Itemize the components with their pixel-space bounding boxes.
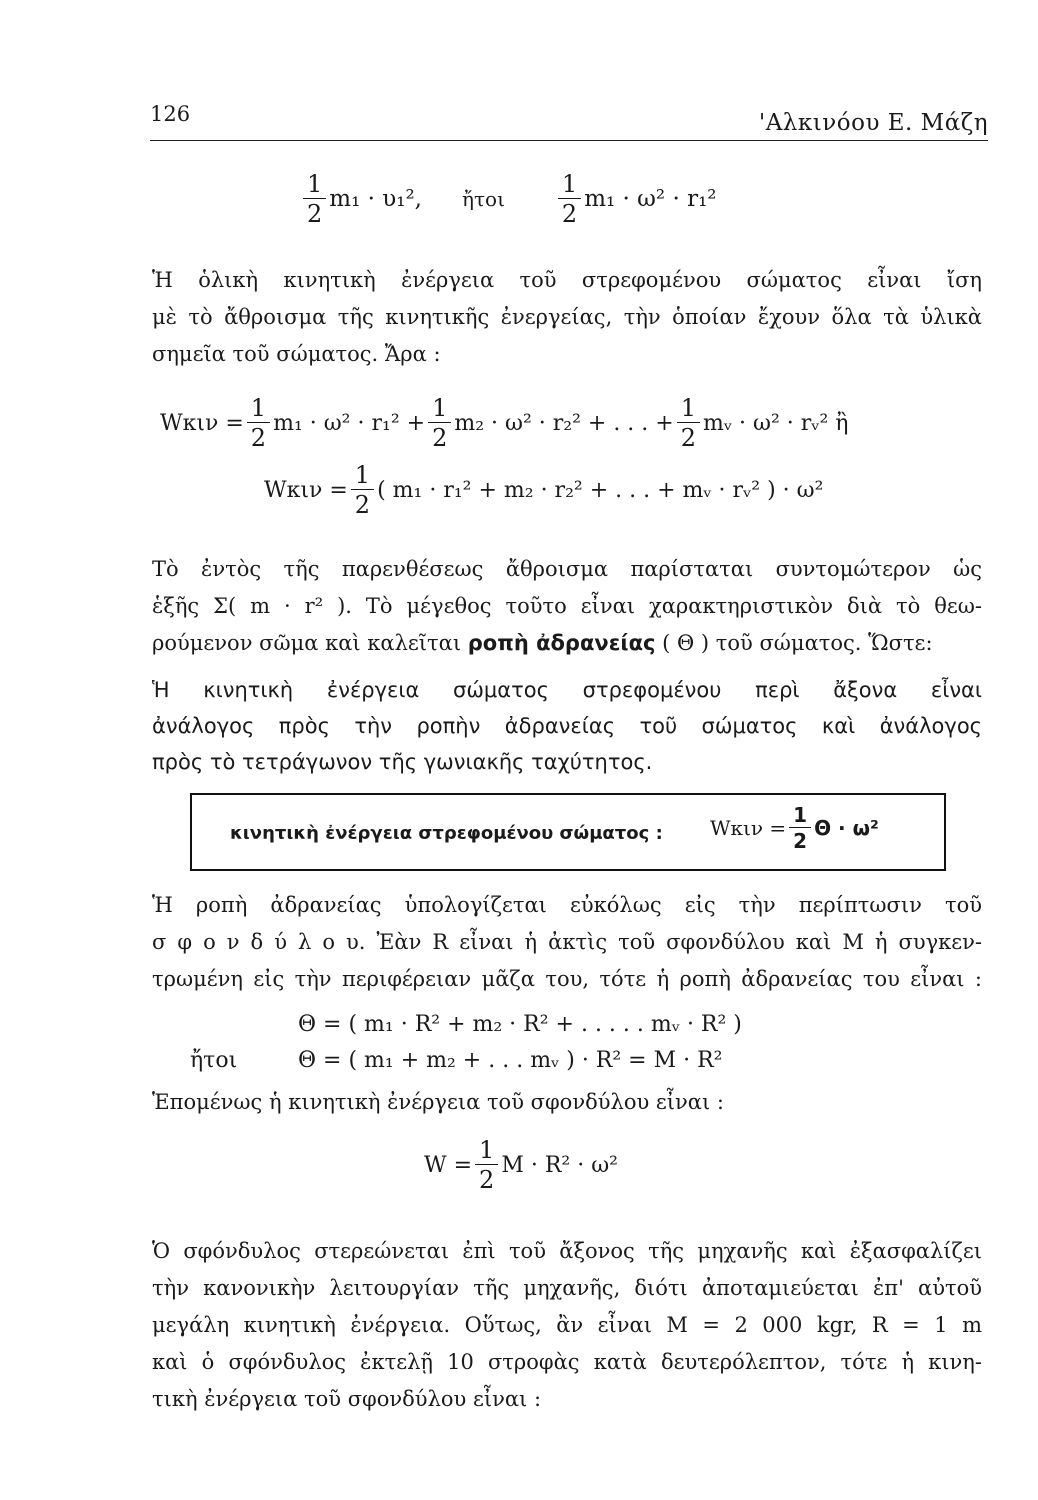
term-moment-of-inertia: ροπὴ ἀδρανείας — [467, 631, 656, 655]
formula-box-label: κινητικὴ ἐνέργεια στρεφομένου σώματος : — [230, 823, 663, 844]
fraction-half: $\frac{1}{2}$ — [558, 172, 581, 226]
paragraph-rule: Ἡ κινητικὴ ἐνέργεια σώματος στρεφομένου περὶ ἄξονα εἶναι ἀνάλογος πρὸς τὴν ροπὴν ἀδρανείας τοῦ σώματος καὶ ἀνάλογος πρὸς τὸ τετράγωνον τῆς γωνιακῆς ταχύτητος. — [152, 678, 982, 774]
equation-sum-energies: Wκιν = $\frac{1}{2}$ m₁ · ω² · r₁² + $\frac{1}{2}$ m₂ · ω² · r₂² + . . . + $\frac{1}{2}$ mᵥ · ω² · rᵥ² ἢ — [160, 394, 849, 452]
formula-box-equation: Wκιν = $\frac{1}{2}$ Θ · ω² — [710, 803, 879, 853]
fraction-half: $\frac{1}{2}$ — [303, 172, 326, 226]
paragraph-flywheel-example: Ὁ σφόνδυλος στερεώνεται ἐπὶ τοῦ ἄξονος τῆς μηχανῆς καὶ ἐξασφαλίζει τὴν κανονικὴν λειτουργίαν τῆς μηχανῆς, διότι ἀποταμιεύεται ἐπ' αὐτοῦ μεγάλη κινητικὴ ἐνέργεια. Οὕτως, ἂν εἶναι M = 2 000 kgr, R = 1 m καὶ ὁ σφόνδυλος ἐκτελῇ 10 στροφὰς κατὰ δευτερόλεπτον, τότε ἡ κινη- τικὴ ἐνέργεια τοῦ σφονδύλου εἶναι : — [152, 1239, 982, 1411]
page-number: 126 — [150, 102, 191, 126]
paragraph-moment-of-inertia: Τὸ ἐντὸς τῆς παρενθέσεως ἄθροισμα παρίσταται συντομώτερον ὡς ἑξῆς Σ( m · r² ). Τὸ μέγεθος τοῦτο εἶναι χαρακτηριστικὸν διὰ τὸ θεω- ρούμενον σῶμα καὶ καλεῖται ροπὴ ἀδρανείας ( Θ ) τοῦ σώματος. Ὥστε: — [152, 557, 982, 655]
equation-factored: Wκιν = $\frac{1}{2}$ ( m₁ · r₁² + m₂ · r₂² + . . . + mᵥ · rᵥ² ) · ω² — [264, 461, 824, 519]
running-head: 'Αλκινόου Ε. Μάζη — [758, 110, 988, 136]
paragraph-total-energy: Ἡ ὁλικὴ κινητικὴ ἐνέργεια τοῦ στρεφομένου σώματος εἶναι ἴση μὲ τὸ ἄθροισμα τῆς κινητικῆς ἐνεργείας, τὴν ὁποίαν ἔχουν ὅλα τὰ ὑλικὰ σημεῖα τοῦ σώματος. Ἄρα : — [152, 268, 982, 366]
equation-inertia-sum: Θ = ( m₁ · R² + m₂ · R² + . . . . . mᵥ · R² ) — [298, 1012, 742, 1037]
paragraph-flywheel-intro: Ἡ ροπὴ ἀδρανείας ὑπολογίζεται εὐκόλως εἰς τὴν περίπτωσιν τοῦ σ φ ο ν δ ύ λ ο υ. Ἐὰν R εἶναι ἡ ἀκτὶς τοῦ σφονδύλου καὶ M ἡ συγκεν- τρωμένη εἰς τὴν περιφέρειαν μᾶζα του, τότε ἡ ροπὴ ἀδρανείας του εἶναι : — [152, 893, 982, 991]
page-header — [150, 100, 988, 141]
paragraph-flywheel-energy: Ἑπομένως ἡ κινητικὴ ἐνέργεια τοῦ σφονδύλου εἶναι : — [152, 1090, 724, 1114]
equation-inertia-mr2: ἤτοι Θ = ( m₁ + m₂ + . . . mᵥ ) · R² = M · R² — [190, 1048, 723, 1073]
equation-flywheel-energy: W = $\frac{1}{2}$ M · R² · ω² — [424, 1136, 618, 1194]
formula-box — [190, 793, 946, 871]
equation-kinetic-point: $\frac{1}{2}$ m₁ · υ₁², ἤτοι $\frac{1}{2}$ m₁ · ω² · r₁² — [300, 172, 717, 226]
